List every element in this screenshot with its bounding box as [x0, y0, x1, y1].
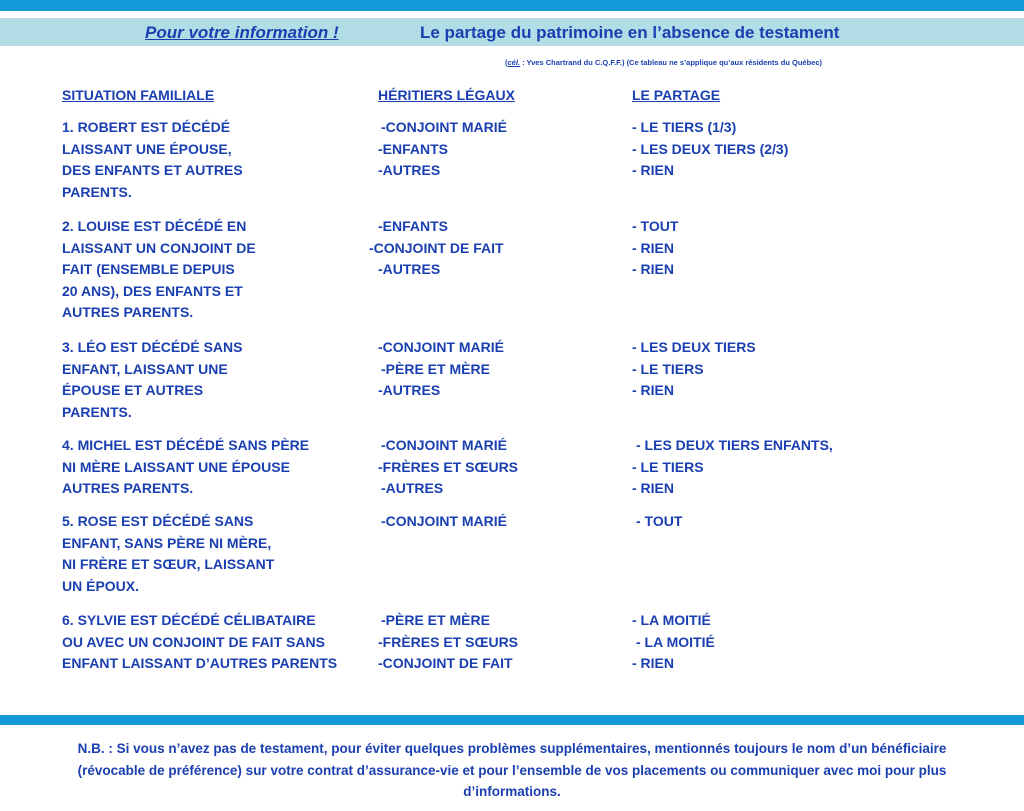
heirs-line: -CONJOINT DE FAIT [369, 239, 504, 256]
heirs-line: -AUTRES [378, 382, 441, 399]
heirs-line: -AUTRES [381, 480, 444, 497]
heirs-line: -CONJOINT MARIÉ [378, 339, 504, 355]
row-1-share [632, 117, 788, 182]
share-line: - RIEN [632, 480, 674, 497]
page-title: Le partage du patrimoine en l’absence de testament [420, 23, 840, 42]
bottom-accent-bar [0, 715, 1024, 725]
top-accent-bar [0, 0, 1024, 11]
situation-line: LAISSANT UN CONJOINT DE [62, 239, 256, 256]
row-5-share [632, 511, 682, 533]
situation-line: NI FRÈRE ET SŒUR, LAISSANT [62, 556, 275, 573]
situation-line: AUTRES PARENTS. [62, 304, 194, 321]
row-1-heirs [378, 117, 507, 182]
share-line: - RIEN [632, 655, 674, 672]
share-line: - RIEN [632, 261, 674, 278]
situation-line: AUTRES PARENTS. [62, 480, 194, 497]
share-line: - LE TIERS [632, 458, 704, 475]
info-label: Pour votre information ! [145, 23, 339, 42]
share-line: - LE TIERS [632, 360, 704, 377]
heirs-line: -AUTRES [378, 162, 441, 179]
row-3-situation [62, 337, 242, 423]
row-5-heirs [378, 511, 507, 533]
row-6-heirs [378, 610, 518, 675]
column-header-situation: SITUATION FAMILIALE [62, 87, 215, 103]
share-line: - RIEN [632, 382, 674, 399]
row-2-heirs [369, 216, 504, 281]
share-line: - TOUT [636, 513, 683, 529]
row-1-situation [62, 117, 243, 203]
heirs-line: -PÈRE ET MÈRE [381, 360, 490, 377]
column-header-heirs: HÉRITIERS LÉGAUX [378, 87, 515, 103]
situation-line: FAIT (ENSEMBLE DEPUIS [62, 261, 235, 278]
heirs-line: -ENFANTS [378, 140, 448, 157]
situation-line: 4. MICHEL EST DÉCÉDÉ SANS PÈRE [62, 437, 310, 453]
row-6-share [632, 610, 715, 675]
footnote-line: (révocable de préférence) sur votre contrat d’assurance-vie et pour l’ensemble de vos placements ou communiquer avec moi pour plus [77, 762, 947, 778]
share-line: - LES DEUX TIERS (2/3) [632, 140, 789, 157]
heirs-line: -CONJOINT MARIÉ [381, 437, 507, 453]
situation-line: 5. ROSE EST DÉCÉDÉ SANS [62, 513, 254, 529]
situation-line: ENFANT, LAISSANT UNE [62, 360, 228, 377]
heirs-line: -AUTRES [378, 261, 441, 278]
row-3-heirs [378, 337, 504, 402]
situation-line: LAISSANT UNE ÉPOUSE, [62, 140, 232, 157]
footnote-line: N.B. : Si vous n’avez pas de testament, pour éviter quelques problèmes supplémentaires, mentionnés toujours le nom d’un bénéficiaire [77, 741, 947, 756]
row-3-share [632, 337, 756, 402]
column-header-share: LE PARTAGE [632, 87, 721, 103]
share-line: - RIEN [632, 162, 674, 179]
heirs-line: -FRÈRES ET SŒURS [378, 633, 519, 650]
row-4-situation [62, 435, 309, 500]
situation-line: NI MÈRE LAISSANT UNE ÉPOUSE [62, 458, 290, 475]
citation-text: : Yves Chartrand du C.Q.F.F.) (Ce tableau ne s’applique qu’aux résidents du Québec) [520, 58, 823, 67]
situation-line: 3. LÉO EST DÉCÉDÉ SANS [62, 339, 243, 355]
situation-line: OU AVEC UN CONJOINT DE FAIT SANS [62, 633, 325, 650]
footnote-line: d’informations. [463, 784, 561, 799]
share-line: - RIEN [632, 239, 674, 256]
footnote [0, 738, 1024, 803]
share-line: - LA MOITIÉ [636, 633, 715, 650]
situation-line: 2. LOUISE EST DÉCÉDÉ EN [62, 218, 247, 234]
row-2-share [632, 216, 678, 281]
heirs-line: -CONJOINT MARIÉ [381, 513, 507, 529]
row-2-situation [62, 216, 256, 324]
situation-line: UN ÉPOUX. [62, 577, 140, 594]
heirs-line: -FRÈRES ET SŒURS [378, 458, 519, 475]
situation-line: 20 ANS), DES ENFANTS ET [62, 282, 243, 299]
situation-line: ÉPOUSE ET AUTRES [62, 382, 204, 399]
heirs-line: -PÈRE ET MÈRE [381, 612, 490, 628]
citation: (cél. : Yves Chartrand du C.Q.F.F.) (Ce tableau ne s’applique qu’aux résidents du Québec) [505, 58, 823, 67]
situation-line: 6. SYLVIE EST DÉCÉDÉ CÉLIBATAIRE [62, 612, 316, 628]
situation-line: 1. ROBERT EST DÉCÉDÉ [62, 119, 231, 135]
share-line: - LES DEUX TIERS ENFANTS, [636, 437, 833, 453]
row-4-share [632, 435, 833, 500]
share-line: - LE TIERS (1/3) [632, 119, 737, 135]
heirs-line: -ENFANTS [378, 218, 448, 234]
situation-line: ENFANT LAISSANT D’AUTRES PARENTS [62, 655, 338, 672]
situation-line: PARENTS. [62, 403, 132, 420]
heirs-line: -CONJOINT DE FAIT [378, 655, 513, 672]
share-line: - LES DEUX TIERS [632, 339, 756, 355]
row-4-heirs [378, 435, 518, 500]
situation-line: ENFANT, SANS PÈRE NI MÈRE, [62, 534, 272, 551]
share-line: - LA MOITIÉ [632, 612, 711, 628]
share-line: - TOUT [632, 218, 679, 234]
heirs-line: -CONJOINT MARIÉ [381, 119, 507, 135]
situation-line: PARENTS. [62, 183, 132, 200]
citation-prefix: cél. [507, 58, 521, 67]
situation-line: DES ENFANTS ET AUTRES [62, 162, 243, 179]
row-6-situation [62, 610, 337, 675]
row-5-situation [62, 511, 274, 597]
